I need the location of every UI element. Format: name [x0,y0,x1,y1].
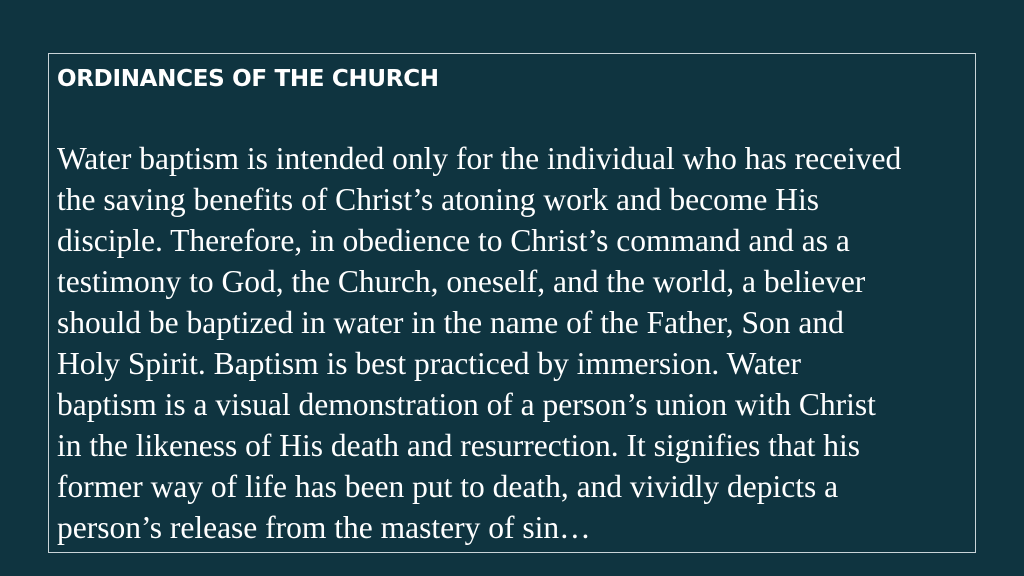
body-line: in the likeness of His death and resurrection. It signifies that his [57,428,861,463]
body-line: should be baptized in water in the name of the Father, Son and [57,305,844,340]
body-line: testimony to God, the Church, oneself, and the world, a believer [57,264,866,299]
body-line: Holy Spirit. Baptism is best practiced by immersion. Water [57,346,802,381]
body-line: baptism is a visual demonstration of a person’s union with Christ [57,387,876,422]
slide-title: ORDINANCES OF THE CHURCH [57,66,439,92]
body-line: Water baptism is intended only for the individual who has received [57,141,902,176]
body-line: disciple. Therefore, in obedience to Christ’s command and as a [57,223,850,258]
body-line: the saving benefits of Christ’s atoning work and become His [57,182,819,217]
slide-body [57,138,973,548]
body-line: person’s release from the mastery of sin… [57,510,591,545]
body-line: former way of life has been put to death, and vividly depicts a [57,469,839,504]
